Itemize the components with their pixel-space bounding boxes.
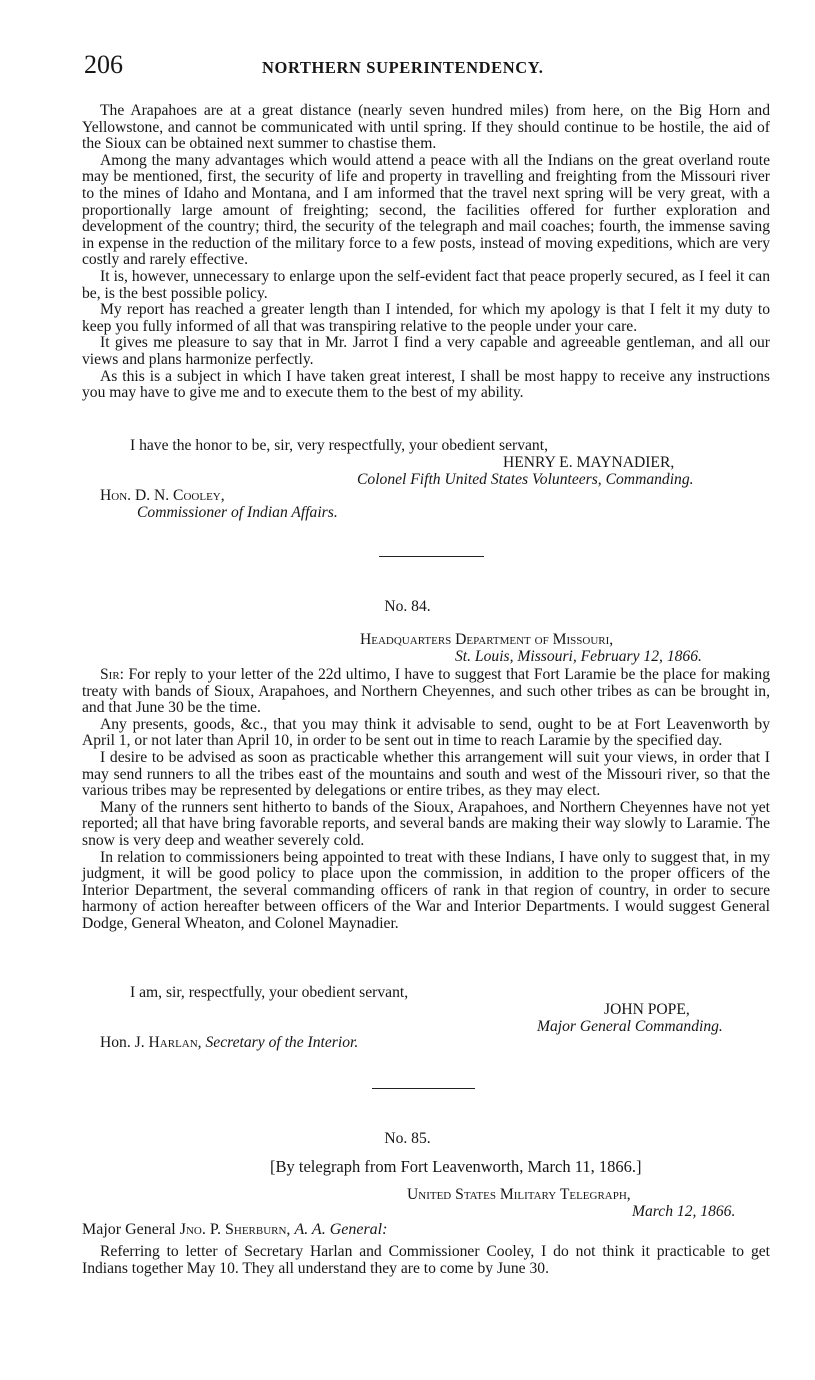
- paragraph: As this is a subject in which I have taken great interest, I shall be most happy to receive any instructions you may have to give me and to execute them to the best of my ability.: [82, 367, 770, 402]
- salutation: Sir:: [100, 666, 125, 683]
- heading-organization: United States Military Telegraph,: [407, 1186, 631, 1203]
- addressee-surname: Harlan,: [148, 1034, 202, 1051]
- letter2-body: [82, 667, 770, 933]
- addressee-title: A. A. General:: [294, 1221, 388, 1238]
- document-number: No. 85.: [384, 1130, 431, 1147]
- document-number: No. 84.: [384, 598, 431, 615]
- paragraph: It gives me pleasure to say that in Mr. Jarrot I find a very capable and agreeable gentleman, and all our views and plans harmonize perfectly.: [82, 334, 770, 368]
- heading-place-date: St. Louis, Missouri, February 12, 1866.: [455, 648, 702, 665]
- addressee-name: Hon. D. N. Cooley,: [100, 487, 225, 504]
- telegraph-note: [By telegraph from Fort Leavenworth, March 11, 1866.]: [270, 1157, 642, 1176]
- section-divider: [379, 556, 484, 557]
- paragraph: Referring to letter of Secretary Harlan and Commissioner Cooley, I do not think it practicable to get Indians together May 10. They all understand they are to come by June 30.: [82, 1243, 770, 1277]
- addressee-title: Commissioner of Indian Affairs.: [137, 504, 338, 521]
- paragraph: The Arapahoes are at a great distance (nearly seven hundred miles) from here, on the Big Horn and Yellowstone, and cannot be communicated with until spring. If they should continue to be hostile, the aid of the Sioux can be obtained next summer to chastise them.: [82, 102, 770, 153]
- running-head: NORTHERN SUPERINTENDENCY.: [262, 58, 544, 77]
- section-divider: [372, 1088, 475, 1089]
- signature-name: JOHN POPE,: [604, 1001, 690, 1018]
- closing-line: I have the honor to be, sir, very respectfully, your obedient servant,: [130, 437, 548, 454]
- letter3-body: [82, 1244, 770, 1277]
- letter1-body: [82, 103, 770, 402]
- paragraph: In relation to commissioners being appointed to treat with these Indians, I have only to suggest that, in my judgment, it will be good policy to place upon the commission, in addition to the proper officers of the Interior Department, the several commanding officers of rank in that region of country, in order to secure harmony of action hereafter between officers of the War and Interior Departments. I would suggest General Dodge, General Wheaton, and Colonel Maynadier.: [82, 848, 770, 932]
- addressee-line: [82, 1222, 387, 1239]
- heading-date: March 12, 1866.: [632, 1203, 736, 1220]
- paragraph: I desire to be advised as soon as practicable whether this arrangement will suit your views, in order that I may send runners to all the tribes east of the mountains and south and west of the Missouri river, so that the various tribes may be represented by delegations or entire tribes, as they may elect.: [82, 748, 770, 800]
- paragraph: Any presents, goods, &c., that you may think it advisable to send, ought to be at Fort Leavenworth by April 1, or not later than April 10, in order to be sent out in time to reach Laramie by the specified day.: [82, 715, 770, 750]
- addressee-line: [100, 1035, 358, 1052]
- addressee-prefix: Hon. J.: [100, 1034, 145, 1051]
- paragraph: [82, 667, 770, 717]
- paragraph: Among the many advantages which would attend a peace with all the Indians on the great overland route may be mentioned, first, the security of life and property in travelling and freighting from the Missouri river to the mines of Idaho and Montana, and I am informed that the travel next spring will be very great, with a proportionally large amount of freighting; second, the facilities offered for further exploration and development of the country; third, the security of the telegraph and mail coaches; fourth, the immense saving in expense in the reduction of the military force to a few posts, instead of moving expeditions, which are very costly and rarely effective.: [82, 151, 770, 269]
- closing-line: I am, sir, respectfully, your obedient servant,: [130, 984, 409, 1001]
- heading-organization: Headquarters Department of Missouri,: [360, 631, 614, 648]
- signature-title: Major General Commanding.: [537, 1018, 723, 1035]
- addressee-prefix: Major General: [82, 1221, 176, 1238]
- addressee-name: Jno. P. Sherburn,: [179, 1221, 291, 1238]
- signature-name: HENRY E. MAYNADIER,: [503, 454, 675, 471]
- paragraph: It is, however, unnecessary to enlarge upon the self-evident fact that peace properly secured, as I feel it can be, is the best possible policy.: [82, 267, 770, 302]
- paragraph: My report has reached a greater length than I intended, for which my apology is that I felt it my duty to keep you fully informed of all that was transpiring relative to the people under your care.: [82, 301, 770, 335]
- paragraph-text: For reply to your letter of the 22d ultimo, I have to suggest that Fort Laramie be the place for making treaty with bands of Sioux, Arapahoes, and Northern Cheyennes, and such other tribes as can be brought in, and that June 30 be the time.: [82, 666, 770, 717]
- page-number: 206: [84, 50, 123, 79]
- page-header: [84, 50, 784, 90]
- addressee-title: Secretary of the Interior.: [205, 1034, 359, 1051]
- signature-title: Colonel Fifth United States Volunteers, Commanding.: [357, 471, 694, 488]
- paragraph: Many of the runners sent hitherto to bands of the Sioux, Arapahoes, and Northern Cheyennes have not yet reported; all that have bring favorable reports, and several bands are making their way slowly to Laramie. The snow is very deep and weather severely cold.: [82, 798, 770, 849]
